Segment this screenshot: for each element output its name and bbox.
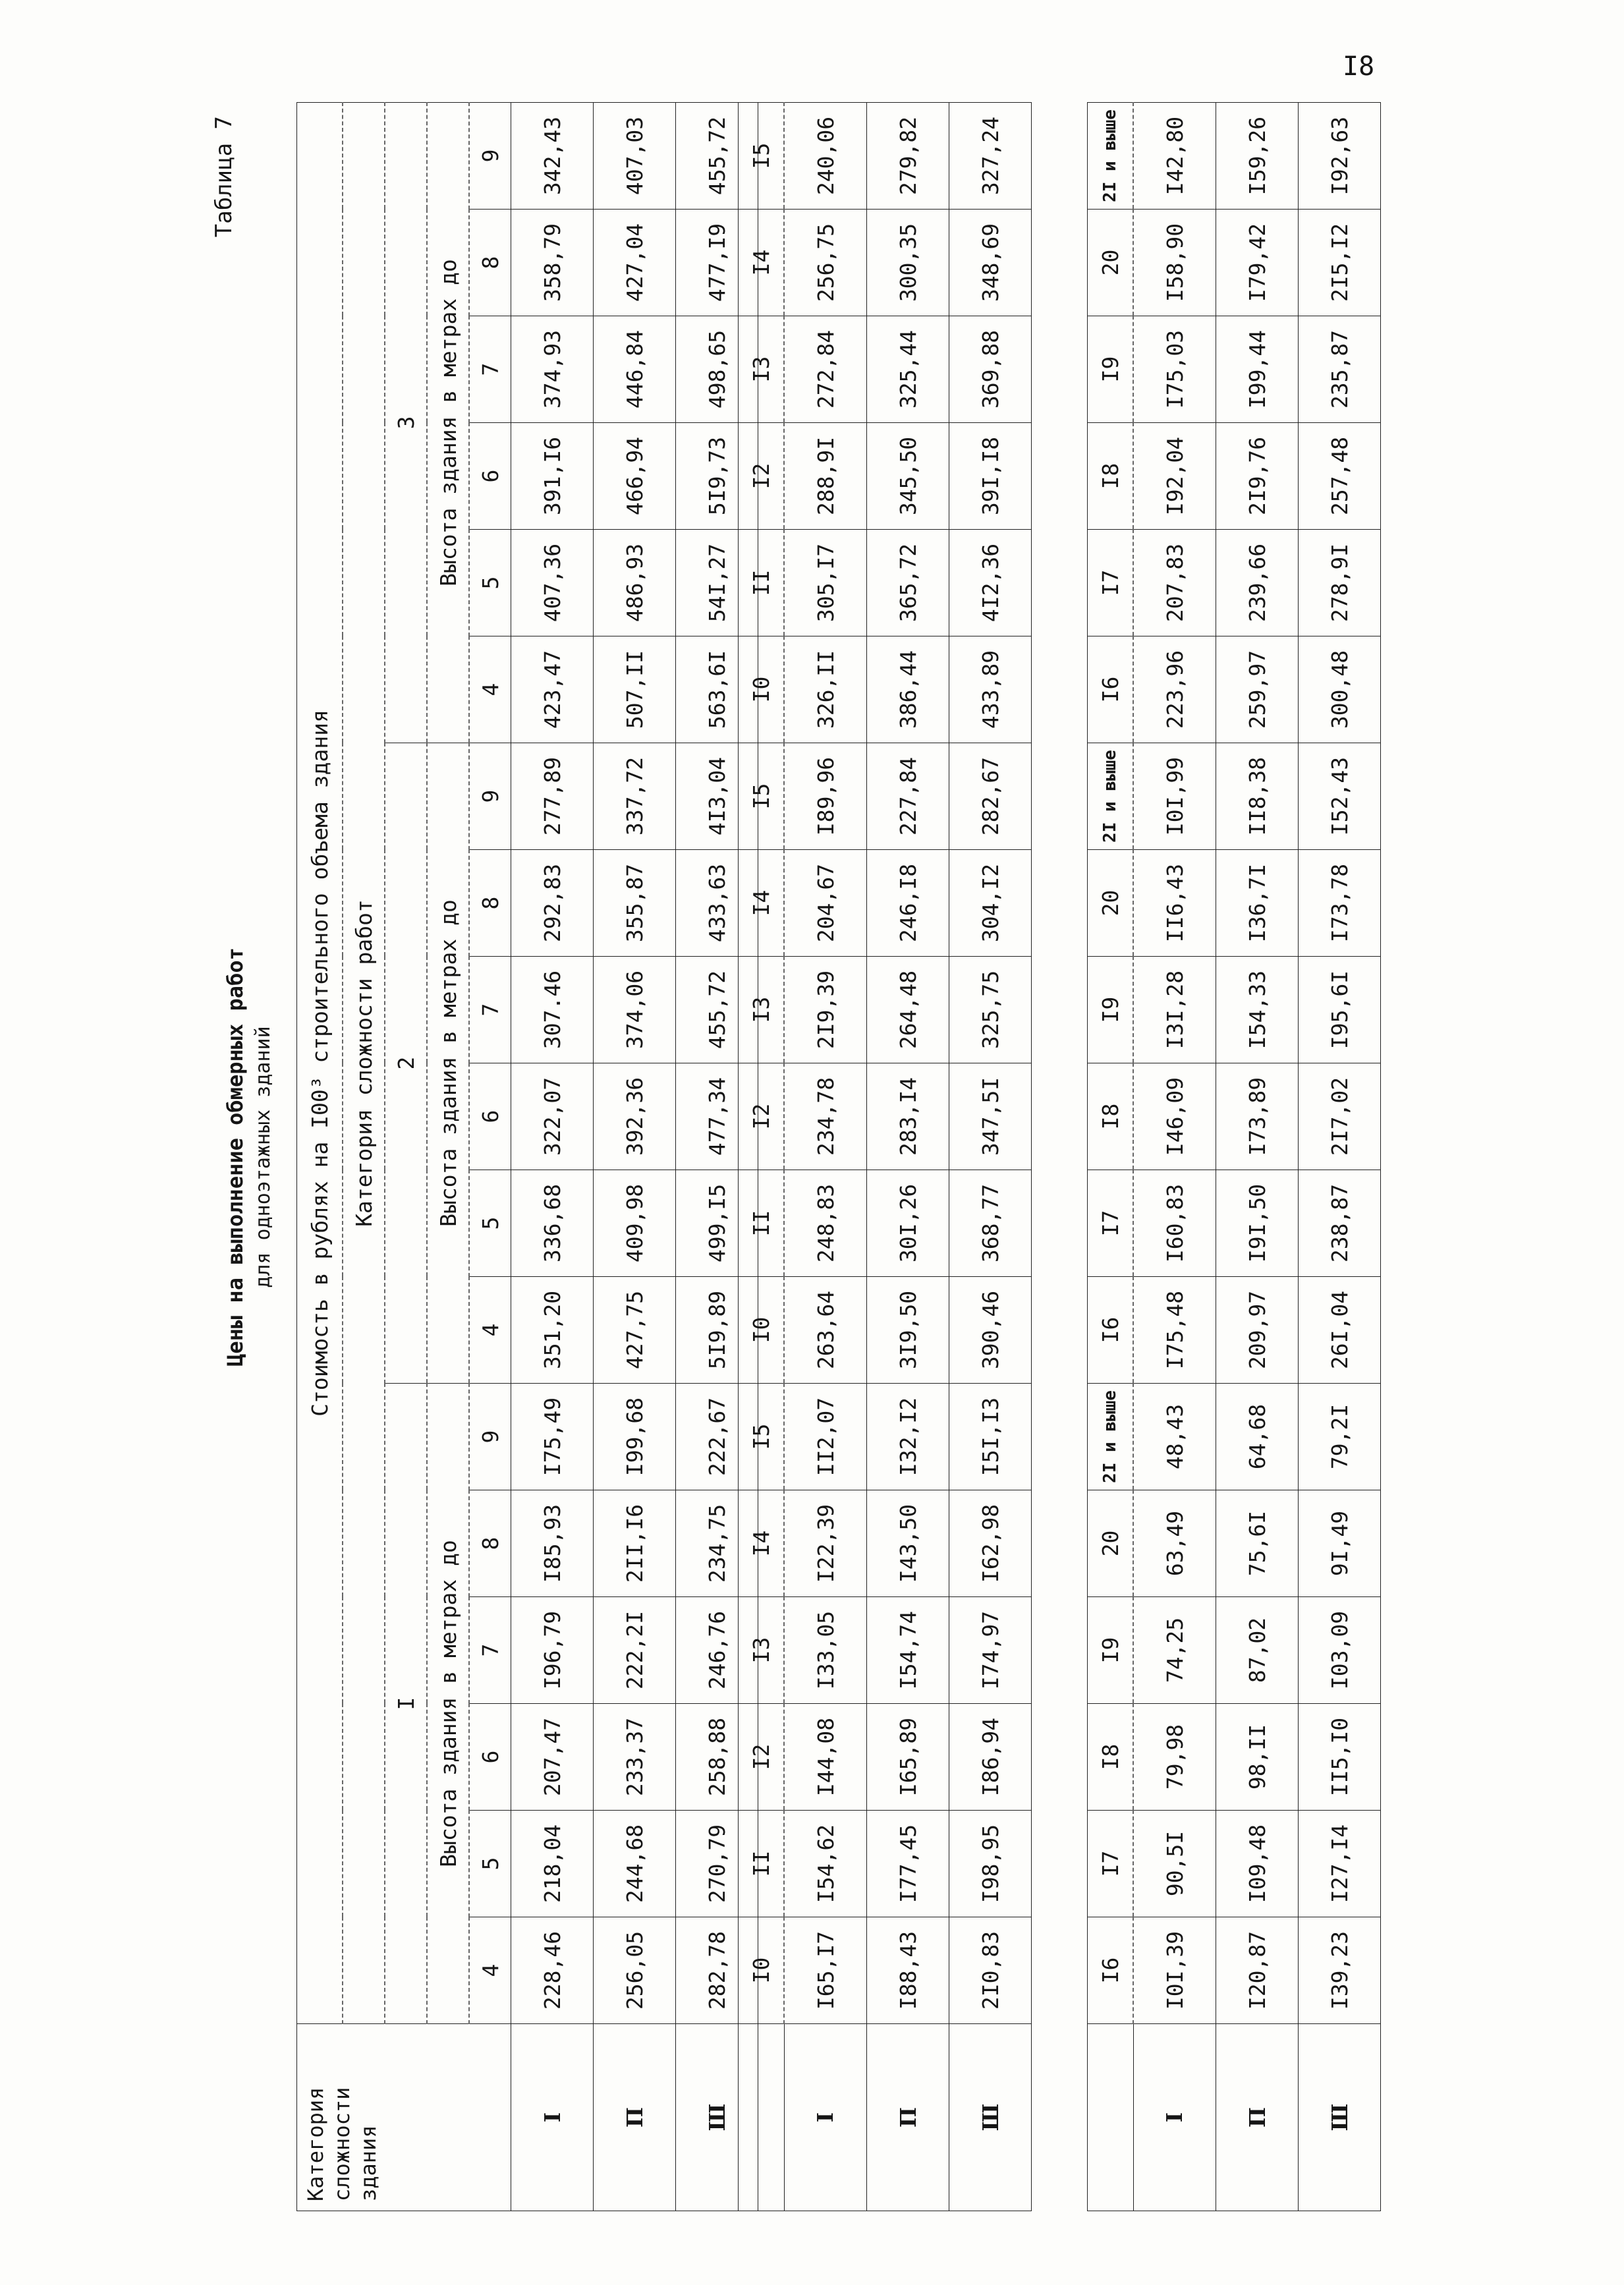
- price-cell: 5I9,73: [676, 423, 758, 530]
- price-cell: 347,5I: [949, 1063, 1032, 1170]
- price-cell: 322,07: [511, 1063, 594, 1170]
- price-cell: I43,50: [867, 1490, 949, 1597]
- price-cell: 5I9,89: [676, 1277, 758, 1384]
- height-header: I0: [739, 1917, 785, 2024]
- height-header: I3: [739, 957, 785, 1063]
- price-cell: 64,68: [1216, 1384, 1299, 1490]
- price-cell: 235,87: [1299, 316, 1381, 423]
- table-header-block: [211, 103, 287, 2211]
- work-category-header: Категория сложности работ: [343, 102, 385, 2023]
- price-cell: 427,04: [594, 210, 676, 316]
- stub-blank: [1088, 2024, 1134, 2211]
- height-header: 20: [1088, 1490, 1134, 1597]
- price-cell: 455,72: [676, 102, 758, 209]
- price-cell: 2I9,76: [1216, 423, 1299, 530]
- price-cell: 39I,I8: [949, 423, 1032, 530]
- table-row: [511, 102, 594, 2211]
- height-header: I5: [739, 103, 785, 210]
- price-cell: 238,87: [1299, 1170, 1381, 1277]
- height-value: 9: [469, 102, 511, 209]
- price-cell: 282,78: [676, 1917, 758, 2024]
- price-cell: 209,97: [1216, 1277, 1299, 1384]
- height-header: I4: [739, 1490, 785, 1597]
- height-value: 5: [469, 1811, 511, 1917]
- height-header: I8: [1088, 1063, 1134, 1170]
- price-cell: 79,98: [1133, 1704, 1216, 1811]
- price-cell: 325,75: [949, 957, 1032, 1063]
- price-cell: I92,63: [1299, 103, 1381, 210]
- height-header: I6: [1088, 636, 1134, 743]
- price-cell: I09,48: [1216, 1811, 1299, 1917]
- height-header: 2I и выше: [1088, 1384, 1134, 1490]
- stub-blank: [739, 2024, 785, 2211]
- price-cell: 207,83: [1133, 530, 1216, 636]
- table2-body: [739, 103, 1032, 2211]
- price-cell: 292,83: [511, 850, 594, 957]
- price-cell: 246,76: [676, 1597, 758, 1704]
- price-cell: 358,79: [511, 210, 594, 316]
- price-cell: 374,93: [511, 316, 594, 423]
- price-cell: 391,I6: [511, 423, 594, 530]
- price-cell: 446,84: [594, 316, 676, 423]
- work-category-2: 2: [385, 743, 427, 1384]
- height-header: I3: [739, 316, 785, 423]
- price-cell: 348,69: [949, 210, 1032, 316]
- price-cell: 79,2I: [1299, 1384, 1381, 1490]
- price-cell: I73,78: [1299, 850, 1381, 957]
- price-cell: I89,96: [784, 743, 867, 850]
- price-cell: 392,36: [594, 1063, 676, 1170]
- price-cell: 204,67: [784, 850, 867, 957]
- price-cell: 256,75: [784, 210, 867, 316]
- height-header: I6: [1088, 1277, 1134, 1384]
- price-cell: 98,II: [1216, 1704, 1299, 1811]
- table-row: [594, 102, 676, 2211]
- price-cell: 433,89: [949, 636, 1032, 743]
- price-cell: 234,75: [676, 1490, 758, 1597]
- height-header-cat3: Высота здания в метрах до: [427, 102, 469, 743]
- table-label: Таблица 7: [211, 116, 237, 238]
- height-value: 6: [469, 423, 511, 530]
- price-cell: 300,48: [1299, 636, 1381, 743]
- price-cell: I86,94: [949, 1704, 1032, 1811]
- price-cell: I65,I7: [784, 1917, 867, 2024]
- price-cell: 369,88: [949, 316, 1032, 423]
- price-cell: II5,I0: [1299, 1704, 1381, 1811]
- price-cell: 239,66: [1216, 530, 1299, 636]
- price-cell: I5I,I3: [949, 1384, 1032, 1490]
- height-header: I5: [739, 1384, 785, 1490]
- price-cell: 345,50: [867, 423, 949, 530]
- price-cell: 342,43: [511, 102, 594, 209]
- price-cell: I58,90: [1133, 210, 1216, 316]
- price-cell: 477,I9: [676, 210, 758, 316]
- price-cell: 4I3,04: [676, 743, 758, 850]
- height-header: 2I и выше: [1088, 103, 1134, 210]
- work-category-3: 3: [385, 102, 427, 743]
- price-cell: 390,46: [949, 1277, 1032, 1384]
- height-header: I9: [1088, 316, 1134, 423]
- height-header: I0: [739, 1277, 785, 1384]
- price-table-heights-16-21: [1087, 102, 1381, 2211]
- price-cell: 455,72: [676, 957, 758, 1063]
- price-cell: 282,67: [949, 743, 1032, 850]
- price-cell: 222,2I: [594, 1597, 676, 1704]
- price-cell: 283,I4: [867, 1063, 949, 1170]
- price-cell: 63,49: [1133, 1490, 1216, 1597]
- price-cell: 3I9,50: [867, 1277, 949, 1384]
- price-cell: II2,07: [784, 1384, 867, 1490]
- price-cell: 507,II: [594, 636, 676, 743]
- table-row: [949, 103, 1032, 2211]
- height-value: 7: [469, 957, 511, 1063]
- height-header: I6: [1088, 1917, 1134, 2024]
- height-header-cat2: Высота здания в метрах до: [427, 743, 469, 1384]
- price-cell: 228,46: [511, 1917, 594, 2024]
- price-cell: 337,72: [594, 743, 676, 850]
- height-header: I2: [739, 1704, 785, 1811]
- price-cell: I88,43: [867, 1917, 949, 2024]
- price-cell: 270,79: [676, 1811, 758, 1917]
- height-values-row: [469, 102, 511, 2211]
- document-title: Цены на выполнение обмерных работ: [223, 947, 248, 1367]
- price-cell: I73,89: [1216, 1063, 1299, 1170]
- price-cell: 2I9,39: [784, 957, 867, 1063]
- price-cell: 248,83: [784, 1170, 867, 1277]
- price-cell: 386,44: [867, 636, 949, 743]
- table-row: [1299, 103, 1381, 2211]
- price-cell: 207,47: [511, 1704, 594, 1811]
- price-cell: I0I,99: [1133, 743, 1216, 850]
- price-cell: 218,04: [511, 1811, 594, 1917]
- height-value: 8: [469, 850, 511, 957]
- height-value: 5: [469, 530, 511, 636]
- height-header: I8: [1088, 1704, 1134, 1811]
- price-cell: 278,9I: [1299, 530, 1381, 636]
- price-cell: 279,82: [867, 103, 949, 210]
- height-header: I4: [739, 210, 785, 316]
- price-cell: 240,06: [784, 103, 867, 210]
- height-header: I9: [1088, 1597, 1134, 1704]
- price-cell: I44,08: [784, 1704, 867, 1811]
- price-cell: I0I,39: [1133, 1917, 1216, 2024]
- height-header: 20: [1088, 210, 1134, 316]
- height-header: I3: [739, 1597, 785, 1704]
- price-cell: II6,43: [1133, 850, 1216, 957]
- row-label: Ш: [1299, 2024, 1381, 2211]
- price-cell: I65,89: [867, 1704, 949, 1811]
- price-cell: I99,68: [594, 1384, 676, 1490]
- height-value: 7: [469, 1597, 511, 1704]
- price-cell: 257,48: [1299, 423, 1381, 530]
- price-cell: 433,63: [676, 850, 758, 957]
- table-row: [1133, 103, 1216, 2211]
- price-cell: 355,87: [594, 850, 676, 957]
- height-header-row: [739, 103, 785, 2211]
- price-cell: 325,44: [867, 316, 949, 423]
- price-cell: 499,I5: [676, 1170, 758, 1277]
- price-cell: 288,9I: [784, 423, 867, 530]
- price-cell: I42,80: [1133, 103, 1216, 210]
- height-header: I0: [739, 636, 785, 743]
- price-cell: 30I,26: [867, 1170, 949, 1277]
- price-cell: I62,98: [949, 1490, 1032, 1597]
- price-cell: I9I,50: [1216, 1170, 1299, 1277]
- price-cell: 327,24: [949, 103, 1032, 210]
- price-cell: 54I,27: [676, 530, 758, 636]
- price-cell: 365,72: [867, 530, 949, 636]
- height-header: I2: [739, 1063, 785, 1170]
- price-cell: 87,02: [1216, 1597, 1299, 1704]
- height-header: I4: [739, 850, 785, 957]
- price-cell: I60,83: [1133, 1170, 1216, 1277]
- price-cell: 307.46: [511, 957, 594, 1063]
- price-cell: 2I7,02: [1299, 1063, 1381, 1170]
- price-cell: I03,09: [1299, 1597, 1381, 1704]
- height-header: 2I и выше: [1088, 743, 1134, 850]
- document-subtitle: для одноэтажных зданий: [252, 1026, 275, 1288]
- price-cell: 351,20: [511, 1277, 594, 1384]
- price-cell: 246,I8: [867, 850, 949, 957]
- height-header: II: [739, 1170, 785, 1277]
- height-header: I8: [1088, 423, 1134, 530]
- height-header: II: [739, 1811, 785, 1917]
- price-cell: 4I2,36: [949, 530, 1032, 636]
- height-header: I7: [1088, 1170, 1134, 1277]
- price-cell: II8,38: [1216, 743, 1299, 850]
- price-cell: I75,03: [1133, 316, 1216, 423]
- price-cell: 234,78: [784, 1063, 867, 1170]
- price-cell: 2I0,83: [949, 1917, 1032, 2024]
- row-label: П: [867, 2024, 949, 2211]
- price-cell: 368,77: [949, 1170, 1032, 1277]
- price-cell: I95,6I: [1299, 957, 1381, 1063]
- price-cell: 2II,I6: [594, 1490, 676, 1597]
- table-row: [784, 103, 867, 2211]
- height-header: I7: [1088, 530, 1134, 636]
- price-cell: I79,42: [1216, 210, 1299, 316]
- price-cell: I46,09: [1133, 1063, 1216, 1170]
- price-cell: I39,23: [1299, 1917, 1381, 2024]
- price-cell: I54,74: [867, 1597, 949, 1704]
- height-value: 6: [469, 1063, 511, 1170]
- price-cell: 498,65: [676, 316, 758, 423]
- price-cell: I54,33: [1216, 957, 1299, 1063]
- height-value: 9: [469, 743, 511, 850]
- price-cell: I59,26: [1216, 103, 1299, 210]
- price-cell: 300,35: [867, 210, 949, 316]
- price-cell: I52,43: [1299, 743, 1381, 850]
- price-cell: 466,94: [594, 423, 676, 530]
- price-cell: 258,88: [676, 1704, 758, 1811]
- price-table-heights-10-15: [738, 102, 1032, 2211]
- price-cell: I74,97: [949, 1597, 1032, 1704]
- row-label: I: [784, 2024, 867, 2211]
- table-row: [1216, 103, 1299, 2211]
- price-cell: 277,89: [511, 743, 594, 850]
- height-header: II: [739, 530, 785, 636]
- height-value: 5: [469, 1170, 511, 1277]
- row-label: Ш: [676, 2024, 758, 2211]
- height-header: I2: [739, 423, 785, 530]
- price-cell: 374,06: [594, 957, 676, 1063]
- height-header-row: [1088, 103, 1134, 2211]
- height-header: I7: [1088, 1811, 1134, 1917]
- price-cell: 75,6I: [1216, 1490, 1299, 1597]
- price-cell: 26I,04: [1299, 1277, 1381, 1384]
- price-cell: I96,79: [511, 1597, 594, 1704]
- height-value: 8: [469, 1490, 511, 1597]
- price-cell: I99,44: [1216, 316, 1299, 423]
- price-cell: 563,6I: [676, 636, 758, 743]
- height-value: 4: [469, 1917, 511, 2024]
- height-value: 6: [469, 1704, 511, 1811]
- price-cell: 423,47: [511, 636, 594, 743]
- price-cell: 477,34: [676, 1063, 758, 1170]
- work-category-1: I: [385, 1384, 427, 2024]
- price-cell: 304,I2: [949, 850, 1032, 957]
- price-cell: 407,03: [594, 102, 676, 209]
- price-cell: 407,36: [511, 530, 594, 636]
- price-cell: 486,93: [594, 530, 676, 636]
- price-table-heights: [296, 102, 758, 2211]
- price-cell: 227,84: [867, 743, 949, 850]
- price-cell: 263,64: [784, 1277, 867, 1384]
- price-cell: 259,97: [1216, 636, 1299, 743]
- price-cell: 409,98: [594, 1170, 676, 1277]
- row-label: П: [594, 2024, 676, 2211]
- price-cell: I77,45: [867, 1811, 949, 1917]
- row-label: I: [511, 2024, 594, 2211]
- upper-table-body: [511, 102, 758, 2211]
- price-cell: 222,67: [676, 1384, 758, 1490]
- price-cell: I98,95: [949, 1811, 1032, 1917]
- price-cell: 336,68: [511, 1170, 594, 1277]
- price-cell: I20,87: [1216, 1917, 1299, 2024]
- price-cell: 256,05: [594, 1917, 676, 2024]
- price-cell: I3I,28: [1133, 957, 1216, 1063]
- price-cell: 90,5I: [1133, 1811, 1216, 1917]
- rotated-document-content: [211, 103, 1403, 2211]
- page-number: I8: [1343, 51, 1375, 82]
- price-cell: 272,84: [784, 316, 867, 423]
- price-cell: 244,68: [594, 1811, 676, 1917]
- price-cell: 427,75: [594, 1277, 676, 1384]
- price-cell: I75,49: [511, 1384, 594, 1490]
- price-cell: 223,96: [1133, 636, 1216, 743]
- table3-body: [1088, 103, 1381, 2211]
- row-label: Ш: [949, 2024, 1032, 2211]
- price-cell: 48,43: [1133, 1384, 1216, 1490]
- height-value: 8: [469, 210, 511, 316]
- height-header: 20: [1088, 850, 1134, 957]
- height-value: 4: [469, 1277, 511, 1384]
- height-value: 9: [469, 1384, 511, 1490]
- price-cell: I27,I4: [1299, 1811, 1381, 1917]
- price-cell: 2I5,I2: [1299, 210, 1381, 316]
- height-header-cat1: Высота здания в метрах до: [427, 1384, 469, 2024]
- price-cell: 305,I7: [784, 530, 867, 636]
- height-header: I5: [739, 743, 785, 850]
- price-cell: I92,04: [1133, 423, 1216, 530]
- row-label: I: [1133, 2024, 1216, 2211]
- price-cell: I36,7I: [1216, 850, 1299, 957]
- price-cell: I54,62: [784, 1811, 867, 1917]
- price-cell: I75,48: [1133, 1277, 1216, 1384]
- price-cell: I22,39: [784, 1490, 867, 1597]
- height-value: 4: [469, 636, 511, 743]
- price-cell: I33,05: [784, 1597, 867, 1704]
- price-cell: 264,48: [867, 957, 949, 1063]
- price-cell: I85,93: [511, 1490, 594, 1597]
- table-row: [867, 103, 949, 2211]
- stub-header: Категория сложности здания: [297, 2024, 511, 2211]
- price-cell: 233,37: [594, 1704, 676, 1811]
- row-label: П: [1216, 2024, 1299, 2211]
- height-header: I9: [1088, 957, 1134, 1063]
- cost-header: Стоимость в рублях на I00³ строительного объема здания: [297, 102, 343, 2023]
- price-cell: 74,25: [1133, 1597, 1216, 1704]
- price-cell: I32,I2: [867, 1384, 949, 1490]
- height-value: 7: [469, 316, 511, 423]
- price-cell: 9I,49: [1299, 1490, 1381, 1597]
- price-cell: 326,II: [784, 636, 867, 743]
